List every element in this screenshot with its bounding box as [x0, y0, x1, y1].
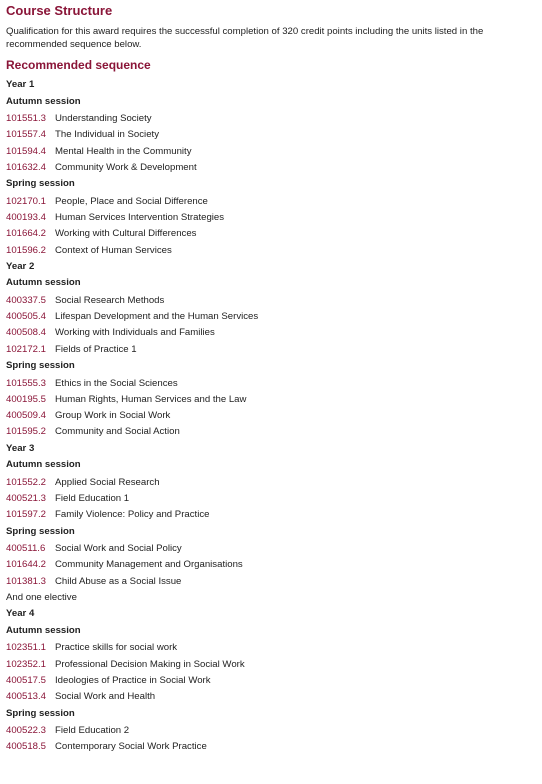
unit-row: [6, 210, 532, 226]
session-block: [6, 275, 532, 358]
unit-name: Fields of Practice 1: [55, 343, 137, 355]
unit-name: Family Violence: Policy and Practice: [55, 509, 210, 521]
unit-code-link[interactable]: 101595.2: [6, 426, 47, 438]
unit-name: Ethics in the Social Sciences: [55, 377, 178, 389]
unit-code-link[interactable]: 400518.5: [6, 741, 47, 753]
page-title: Course Structure: [6, 3, 113, 18]
unit-row: [6, 144, 532, 160]
unit-row: [6, 491, 532, 507]
unit-code-link[interactable]: 101557.4: [6, 129, 47, 141]
unit-row: [6, 243, 532, 259]
unit-row: [6, 376, 532, 392]
unit-row: [6, 293, 532, 309]
unit-row: [6, 392, 532, 408]
years-container: [6, 77, 532, 756]
unit-row: [6, 557, 532, 573]
unit-row: [6, 342, 532, 358]
year-heading: Year 4: [6, 608, 35, 620]
unit-name: Community and Social Action: [55, 426, 180, 438]
session-block: [6, 94, 532, 177]
unit-code-link[interactable]: 101597.2: [6, 509, 47, 521]
unit-row: [6, 111, 532, 127]
unit-code-link[interactable]: 102172.1: [6, 343, 47, 355]
session-block: [6, 176, 532, 259]
unit-name: Social Work and Health: [55, 691, 156, 703]
unit-name: People, Place and Social Difference: [55, 195, 208, 207]
unit-row: [6, 673, 532, 689]
unit-code-link[interactable]: 400517.5: [6, 674, 47, 686]
unit-row: [6, 475, 532, 491]
unit-code-link[interactable]: 101555.3: [6, 377, 47, 389]
unit-code-link[interactable]: 400522.3: [6, 725, 47, 737]
unit-code-link[interactable]: 101552.2: [6, 476, 47, 488]
unit-name: Context of Human Services: [55, 244, 172, 256]
session-heading: Autumn session: [6, 624, 81, 636]
unit-row: [6, 739, 532, 755]
session-heading: Spring session: [6, 178, 75, 190]
unit-name: Ideologies of Practice in Social Work: [55, 674, 211, 686]
unit-row: [6, 424, 532, 440]
unit-row: [6, 325, 532, 341]
unit-code-link[interactable]: 400337.5: [6, 294, 47, 306]
unit-name: Working with Cultural Differences: [55, 228, 197, 240]
unit-name: Mental Health in the Community: [55, 145, 192, 157]
unit-code-link[interactable]: 101551.3: [6, 113, 47, 124]
unit-name: Group Work in Social Work: [55, 410, 171, 422]
unit-code-link[interactable]: 101664.2: [6, 228, 47, 240]
unit-code-link[interactable]: 400521.3: [6, 493, 47, 505]
unit-code-link[interactable]: 400511.6: [6, 543, 46, 555]
unit-name: Social Research Methods: [55, 294, 165, 306]
unit-row: [6, 574, 532, 590]
unit-name: Social Work and Social Policy: [55, 543, 182, 555]
session-heading: Spring session: [6, 360, 75, 372]
year-heading: Year 1: [6, 79, 35, 90]
unit-row: [6, 194, 532, 210]
intro-paragraph: Qualification for this award requires the successful completion of 320 credit points including the units listed in the recommended sequence below.: [6, 26, 484, 50]
unit-name: Contemporary Social Work Practice: [55, 741, 207, 753]
session-heading: Spring session: [6, 525, 75, 537]
unit-name: Field Education 1: [55, 493, 130, 505]
unit-row: [6, 507, 532, 523]
unit-code-link[interactable]: 101596.2: [6, 244, 47, 256]
unit-name: The Individual in Society: [55, 129, 159, 141]
session-heading: Autumn session: [6, 459, 81, 471]
unit-name: Community Management and Organisations: [55, 559, 243, 571]
unit-code-link[interactable]: 400195.5: [6, 393, 47, 405]
unit-row: [6, 309, 532, 325]
unit-row: [6, 723, 532, 739]
unit-row: [6, 689, 532, 705]
unit-code-link[interactable]: 400509.4: [6, 410, 47, 422]
unit-code-link[interactable]: 400508.4: [6, 327, 47, 339]
unit-name: Field Education 2: [55, 725, 130, 737]
unit-row: [6, 226, 532, 242]
session-block: [6, 706, 532, 756]
session-block: [6, 457, 532, 523]
session-heading: Autumn session: [6, 95, 81, 107]
session-heading: Autumn session: [6, 277, 81, 289]
unit-row: [6, 160, 532, 176]
unit-code-link[interactable]: 101594.4: [6, 145, 47, 157]
unit-row: [6, 657, 532, 673]
unit-name: Applied Social Research: [55, 476, 160, 488]
unit-name: Human Services Intervention Strategies: [55, 211, 225, 223]
session-block: [6, 524, 532, 607]
elective-note: And one elective: [6, 592, 77, 604]
sequence-heading: Recommended sequence: [6, 58, 151, 72]
year-heading: Year 2: [6, 260, 35, 272]
unit-name: Community Work & Development: [55, 161, 197, 173]
unit-code-link[interactable]: 102170.1: [6, 195, 47, 207]
unit-row: [6, 127, 532, 143]
unit-name: Professional Decision Making in Social Work: [55, 658, 245, 670]
unit-name: Understanding Society: [55, 113, 152, 124]
unit-name: Child Abuse as a Social Issue: [55, 575, 182, 587]
unit-code-link[interactable]: 102351.1: [6, 642, 47, 654]
year-heading: Year 3: [6, 442, 35, 454]
unit-code-link[interactable]: 102352.1: [6, 658, 47, 670]
unit-name: Lifespan Development and the Human Services: [55, 311, 259, 323]
unit-name: Working with Individuals and Families: [55, 327, 215, 339]
session-block: [6, 623, 532, 706]
unit-code-link[interactable]: 101381.3: [6, 575, 47, 587]
unit-name: Human Rights, Human Services and the Law: [55, 393, 247, 405]
session-heading: Spring session: [6, 707, 75, 719]
session-block: [6, 358, 532, 441]
unit-row: [6, 408, 532, 424]
unit-code-link[interactable]: 101644.2: [6, 559, 47, 571]
unit-row: [6, 541, 532, 557]
unit-row: [6, 640, 532, 656]
unit-code-link[interactable]: 101632.4: [6, 161, 47, 173]
unit-name: Practice skills for social work: [55, 642, 178, 654]
unit-code-link[interactable]: 400193.4: [6, 211, 47, 223]
unit-code-link[interactable]: 400513.4: [6, 691, 47, 703]
unit-code-link[interactable]: 400505.4: [6, 311, 47, 323]
